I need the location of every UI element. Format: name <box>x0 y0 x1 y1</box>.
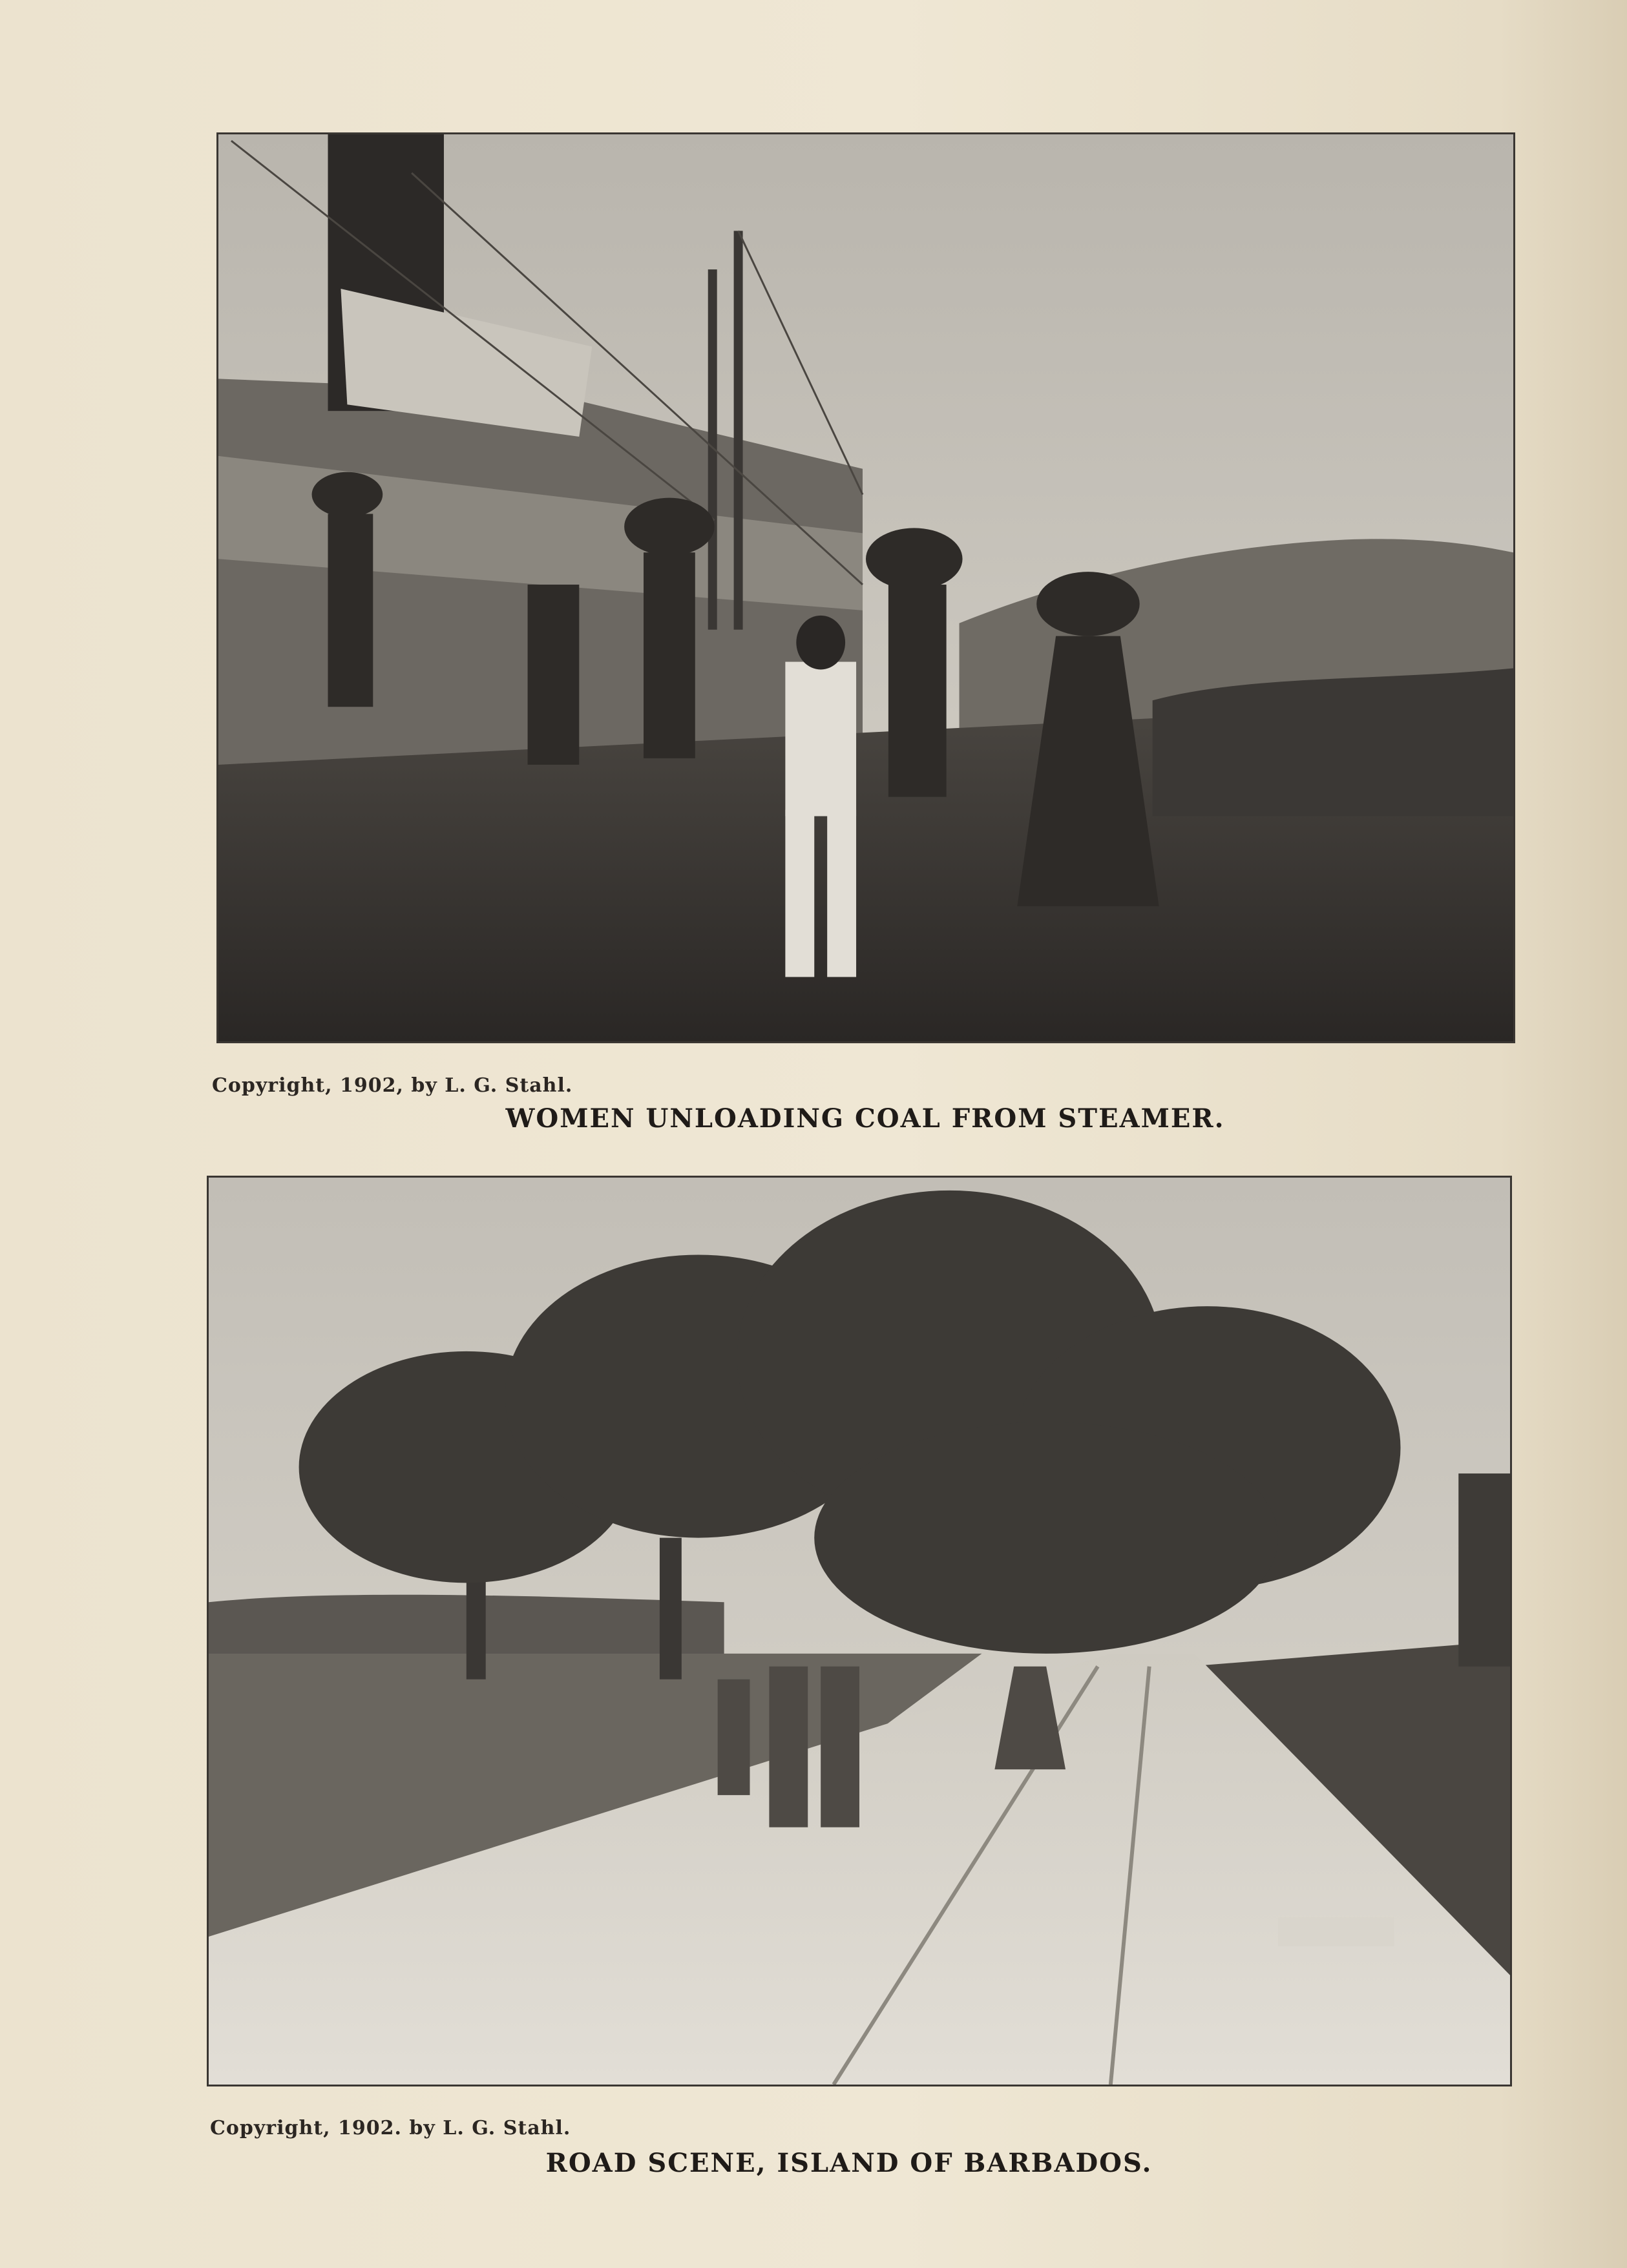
road-photo-illustration <box>209 1178 1510 2085</box>
photo-road-scene-barbados <box>207 1176 1512 2086</box>
photo-caption: ROAD SCENE, ISLAND OF BARBADOS. <box>545 2148 1153 2178</box>
photo-credit: Copyright, 1902. by L. G. Stahl. <box>210 2117 571 2139</box>
photo-caption: WOMEN UNLOADING COAL FROM STEAMER. <box>505 1103 1225 1134</box>
coaling-photo-illustration <box>218 134 1513 1041</box>
photo-women-unloading-coal <box>216 132 1515 1043</box>
photo-credit: Copyright, 1902, by L. G. Stahl. <box>212 1074 573 1097</box>
